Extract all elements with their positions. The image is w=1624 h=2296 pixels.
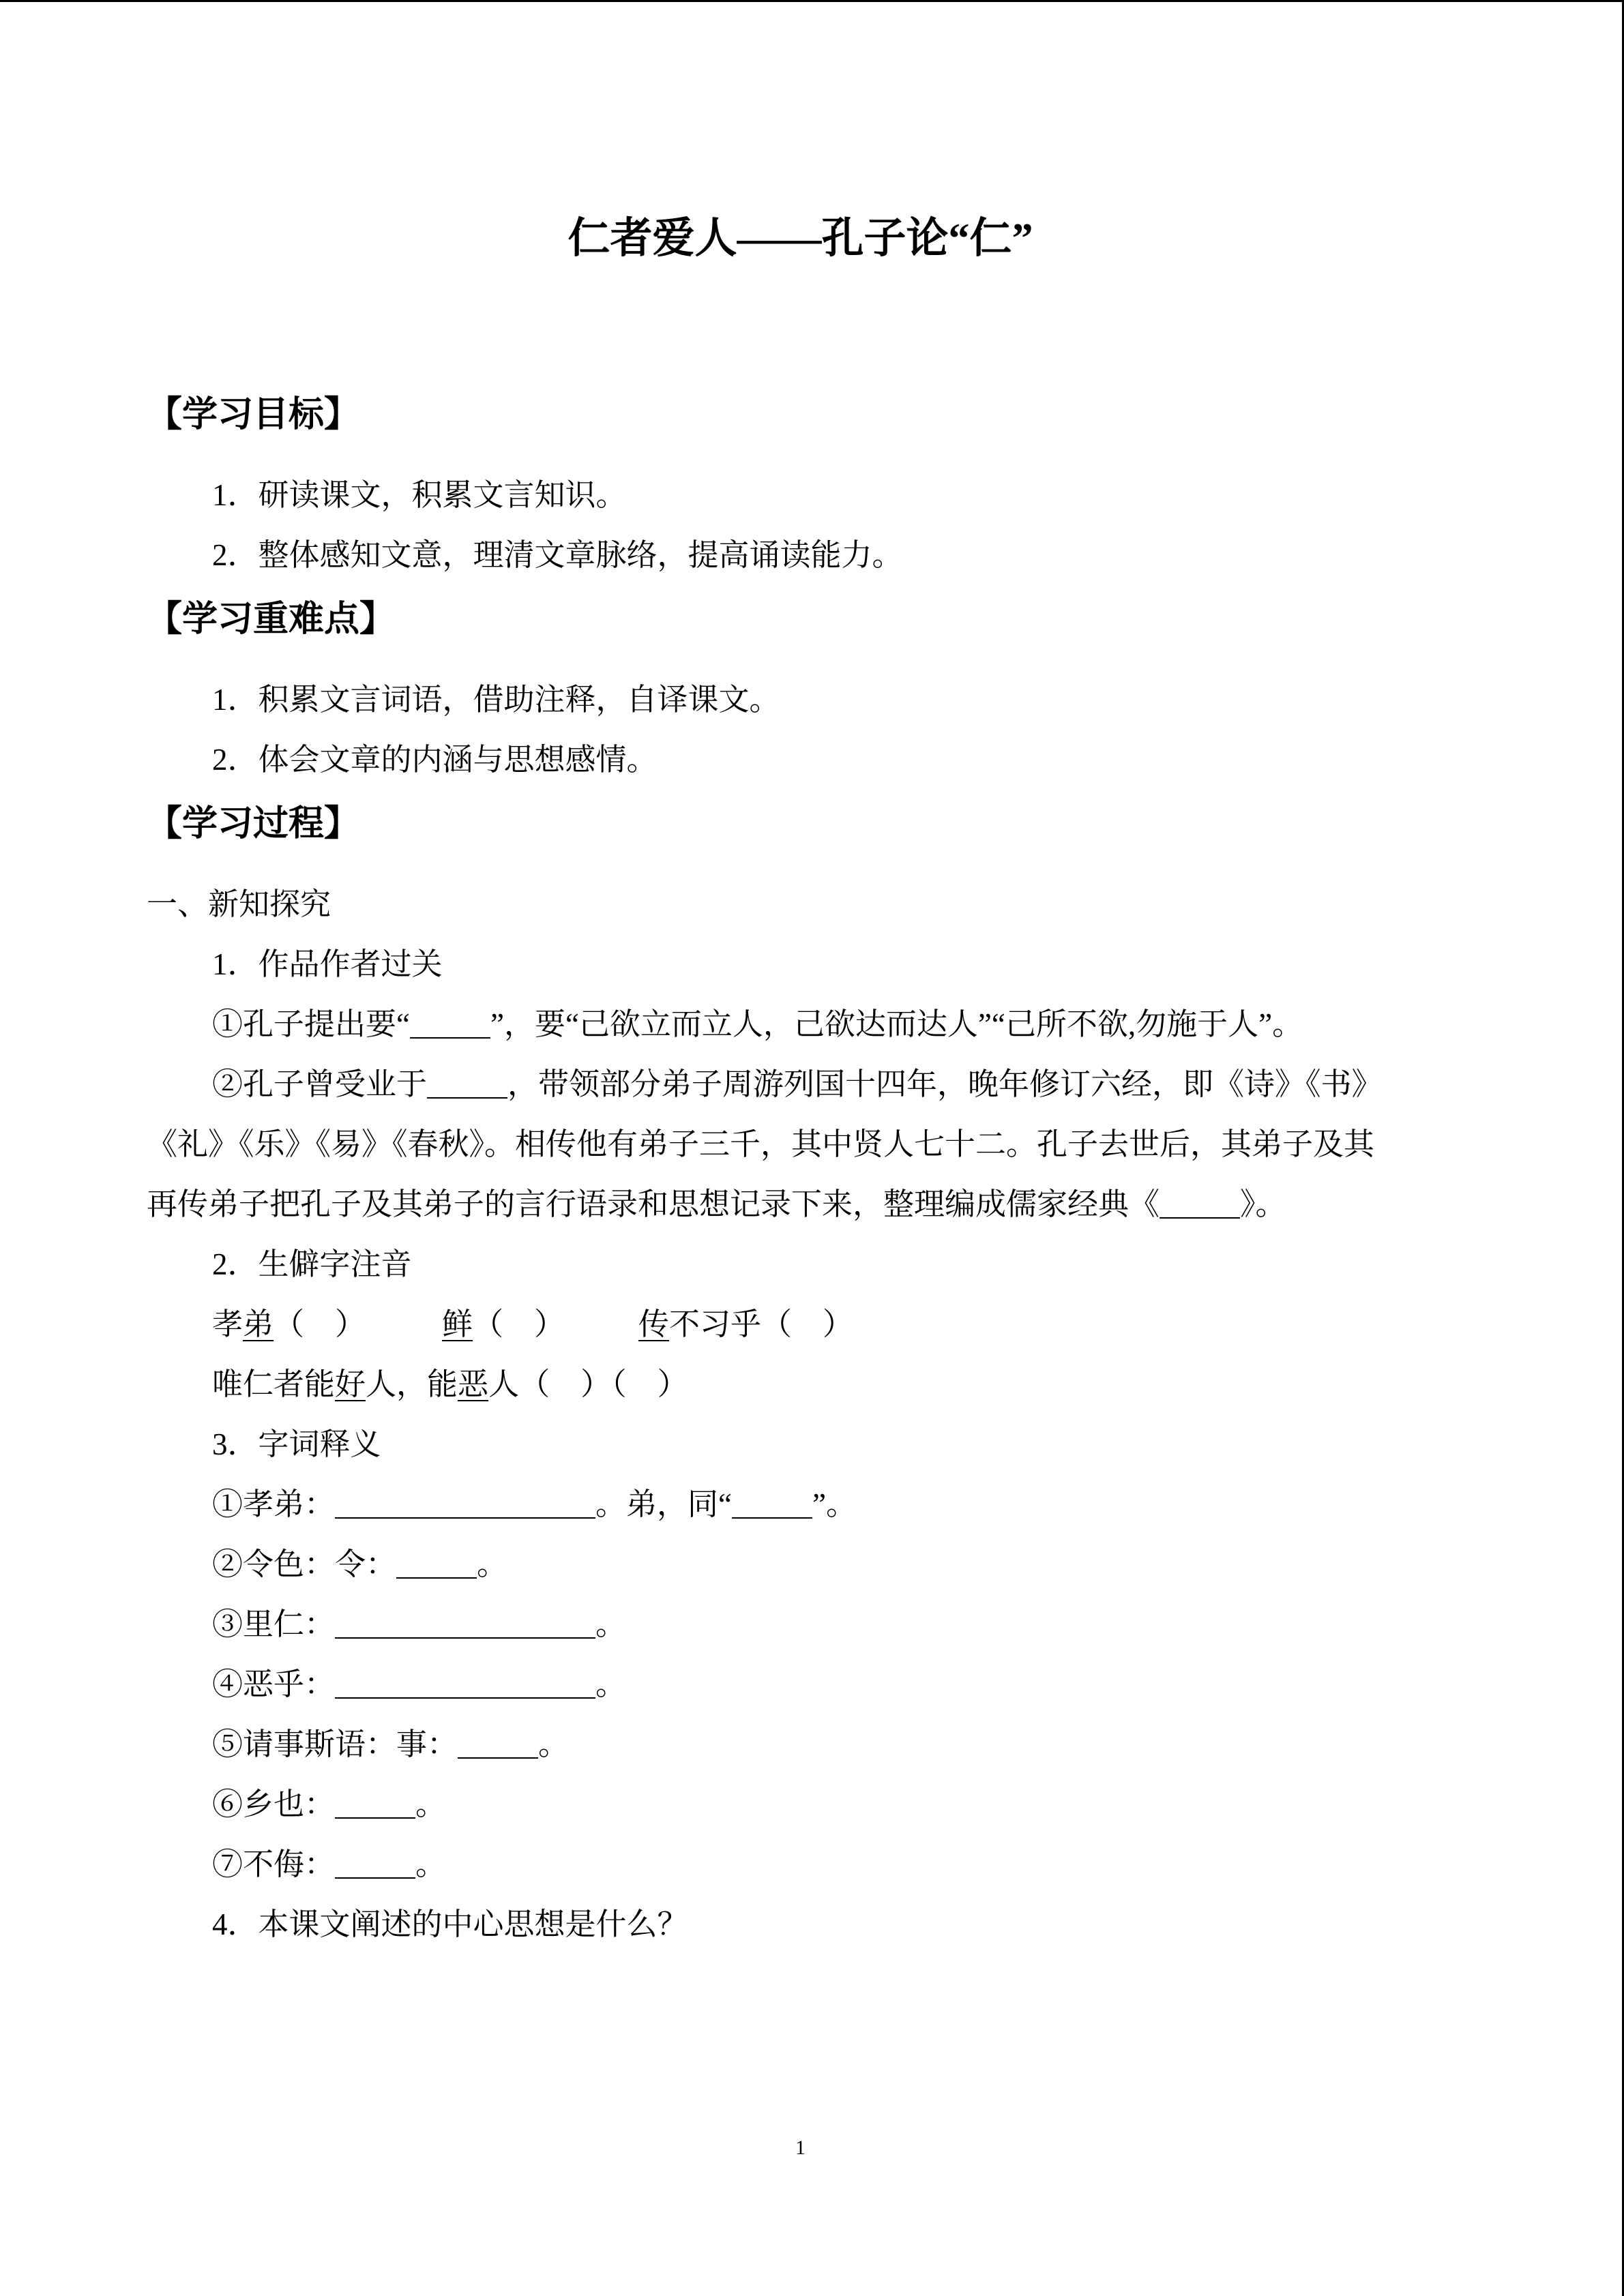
question-title: 3．字词释义 xyxy=(212,1427,381,1461)
annotated-char: 恶 xyxy=(458,1367,489,1401)
pronunciation-item xyxy=(212,1294,442,1354)
pronunciation-item xyxy=(442,1294,638,1354)
definition-item xyxy=(147,1774,1454,1834)
part-title: 一、新知探究 xyxy=(147,887,331,921)
item-text: 再传弟子把孔子及其弟子的言行语录和思想记录下来，整理编成儒家经典《 xyxy=(147,1187,1160,1221)
answer-parentheses: （ ） xyxy=(473,1307,565,1341)
section-heading-learning-process: 【学习过程】 xyxy=(147,804,360,844)
question-title: 1．作品作者过关 xyxy=(212,947,443,981)
item-text: 。 xyxy=(415,1787,447,1821)
answer-blank xyxy=(1160,1190,1240,1219)
answer-blank xyxy=(335,1670,595,1699)
annotated-char: 好 xyxy=(335,1367,366,1401)
key-point-item: 2．体会文章的内涵与思想感情。 xyxy=(212,743,658,777)
annotated-char: 弟 xyxy=(243,1307,274,1341)
pronunciation-row xyxy=(147,1354,1454,1414)
item-text: 。 xyxy=(415,1847,447,1881)
item-text: ③里仁： xyxy=(212,1607,336,1641)
item-text: ，带领部分弟子周游列国十四年，晚年修订六经，即《诗》《书》 xyxy=(507,1067,1383,1101)
answer-blank xyxy=(427,1070,507,1099)
item-text: ⑥乡也： xyxy=(212,1787,336,1821)
document-body xyxy=(147,385,1454,1954)
section-heading-key-points: 【学习重难点】 xyxy=(147,599,396,639)
q1-item-a xyxy=(147,994,1454,1054)
item-text: 。弟，同“ xyxy=(595,1487,732,1521)
answer-blank xyxy=(335,1610,595,1639)
item-text: ②令色：令： xyxy=(212,1547,397,1581)
section-heading-learning-goals: 【学习目标】 xyxy=(147,395,360,434)
section-learning-goals xyxy=(147,385,1454,585)
page-number: 1 xyxy=(795,2136,806,2159)
definition-item xyxy=(147,1474,1454,1534)
answer-parentheses: 人（ ）（ ） xyxy=(488,1367,688,1401)
question-title: 2．生僻字注音 xyxy=(212,1247,412,1281)
item-text: 。 xyxy=(538,1727,570,1761)
document-title: 仁者爱人——孔子论“仁” xyxy=(567,215,1033,262)
item-text: ②孔子曾受业于 xyxy=(212,1067,428,1101)
item-text: 不习乎（ ） xyxy=(669,1307,854,1341)
item-text: 人，能 xyxy=(366,1367,458,1401)
q1-item-b-line: 《礼》《乐》《易》《春秋》。相传他有弟子三千，其中贤人七十二。孔子去世后，其弟子及其 xyxy=(147,1127,1375,1161)
item-text: ”。 xyxy=(812,1487,857,1521)
item-text: 孝 xyxy=(212,1307,243,1341)
goal-item: 1．研读课文，积累文言知识。 xyxy=(212,478,627,512)
goal-item: 2．整体感知文意，理清文章脉络，提高诵读能力。 xyxy=(212,538,903,572)
annotated-char: 传 xyxy=(638,1307,670,1341)
answer-blank xyxy=(335,1490,595,1519)
answer-blank xyxy=(335,1790,415,1819)
item-text: 。 xyxy=(477,1547,508,1581)
answer-blank xyxy=(732,1490,812,1519)
definition-item xyxy=(147,1594,1454,1654)
key-point-item: 1．积累文言词语，借助注释，自译课文。 xyxy=(212,683,780,717)
item-text: ⑦不侮： xyxy=(212,1847,336,1881)
answer-blank xyxy=(458,1730,538,1759)
item-text: ⑤请事斯语：事： xyxy=(212,1727,458,1761)
definition-item xyxy=(147,1534,1454,1594)
pronunciation-item xyxy=(638,1294,853,1354)
item-text: ①孝弟： xyxy=(212,1487,336,1521)
item-text: ①孔子提出要“ xyxy=(212,1007,410,1041)
item-text: ”，要“己欲立而立人，己欲达而达人”“己所不欲,勿施于人”。 xyxy=(490,1007,1303,1041)
item-text: 》。 xyxy=(1240,1187,1286,1221)
q1-item-b-line xyxy=(147,1054,1454,1114)
answer-blank xyxy=(410,1010,490,1039)
answer-blank xyxy=(396,1550,477,1579)
definition-item xyxy=(147,1714,1454,1774)
answer-blank xyxy=(335,1850,415,1879)
section-key-points xyxy=(147,589,1454,790)
definition-item xyxy=(147,1654,1454,1714)
answer-parentheses: （ ） xyxy=(274,1307,366,1341)
section-learning-process xyxy=(147,794,1454,1954)
q1-item-b-line xyxy=(147,1174,1454,1234)
pronunciation-row xyxy=(147,1294,1454,1354)
item-text: 。 xyxy=(595,1667,627,1701)
question-title: 4．本课文阐述的中心思想是什么？ xyxy=(212,1907,688,1941)
item-text: ④恶乎： xyxy=(212,1667,336,1701)
definition-item xyxy=(147,1834,1454,1894)
annotated-char: 鲜 xyxy=(442,1307,473,1341)
item-text: 唯仁者能 xyxy=(212,1367,336,1401)
item-text: 。 xyxy=(595,1607,627,1641)
